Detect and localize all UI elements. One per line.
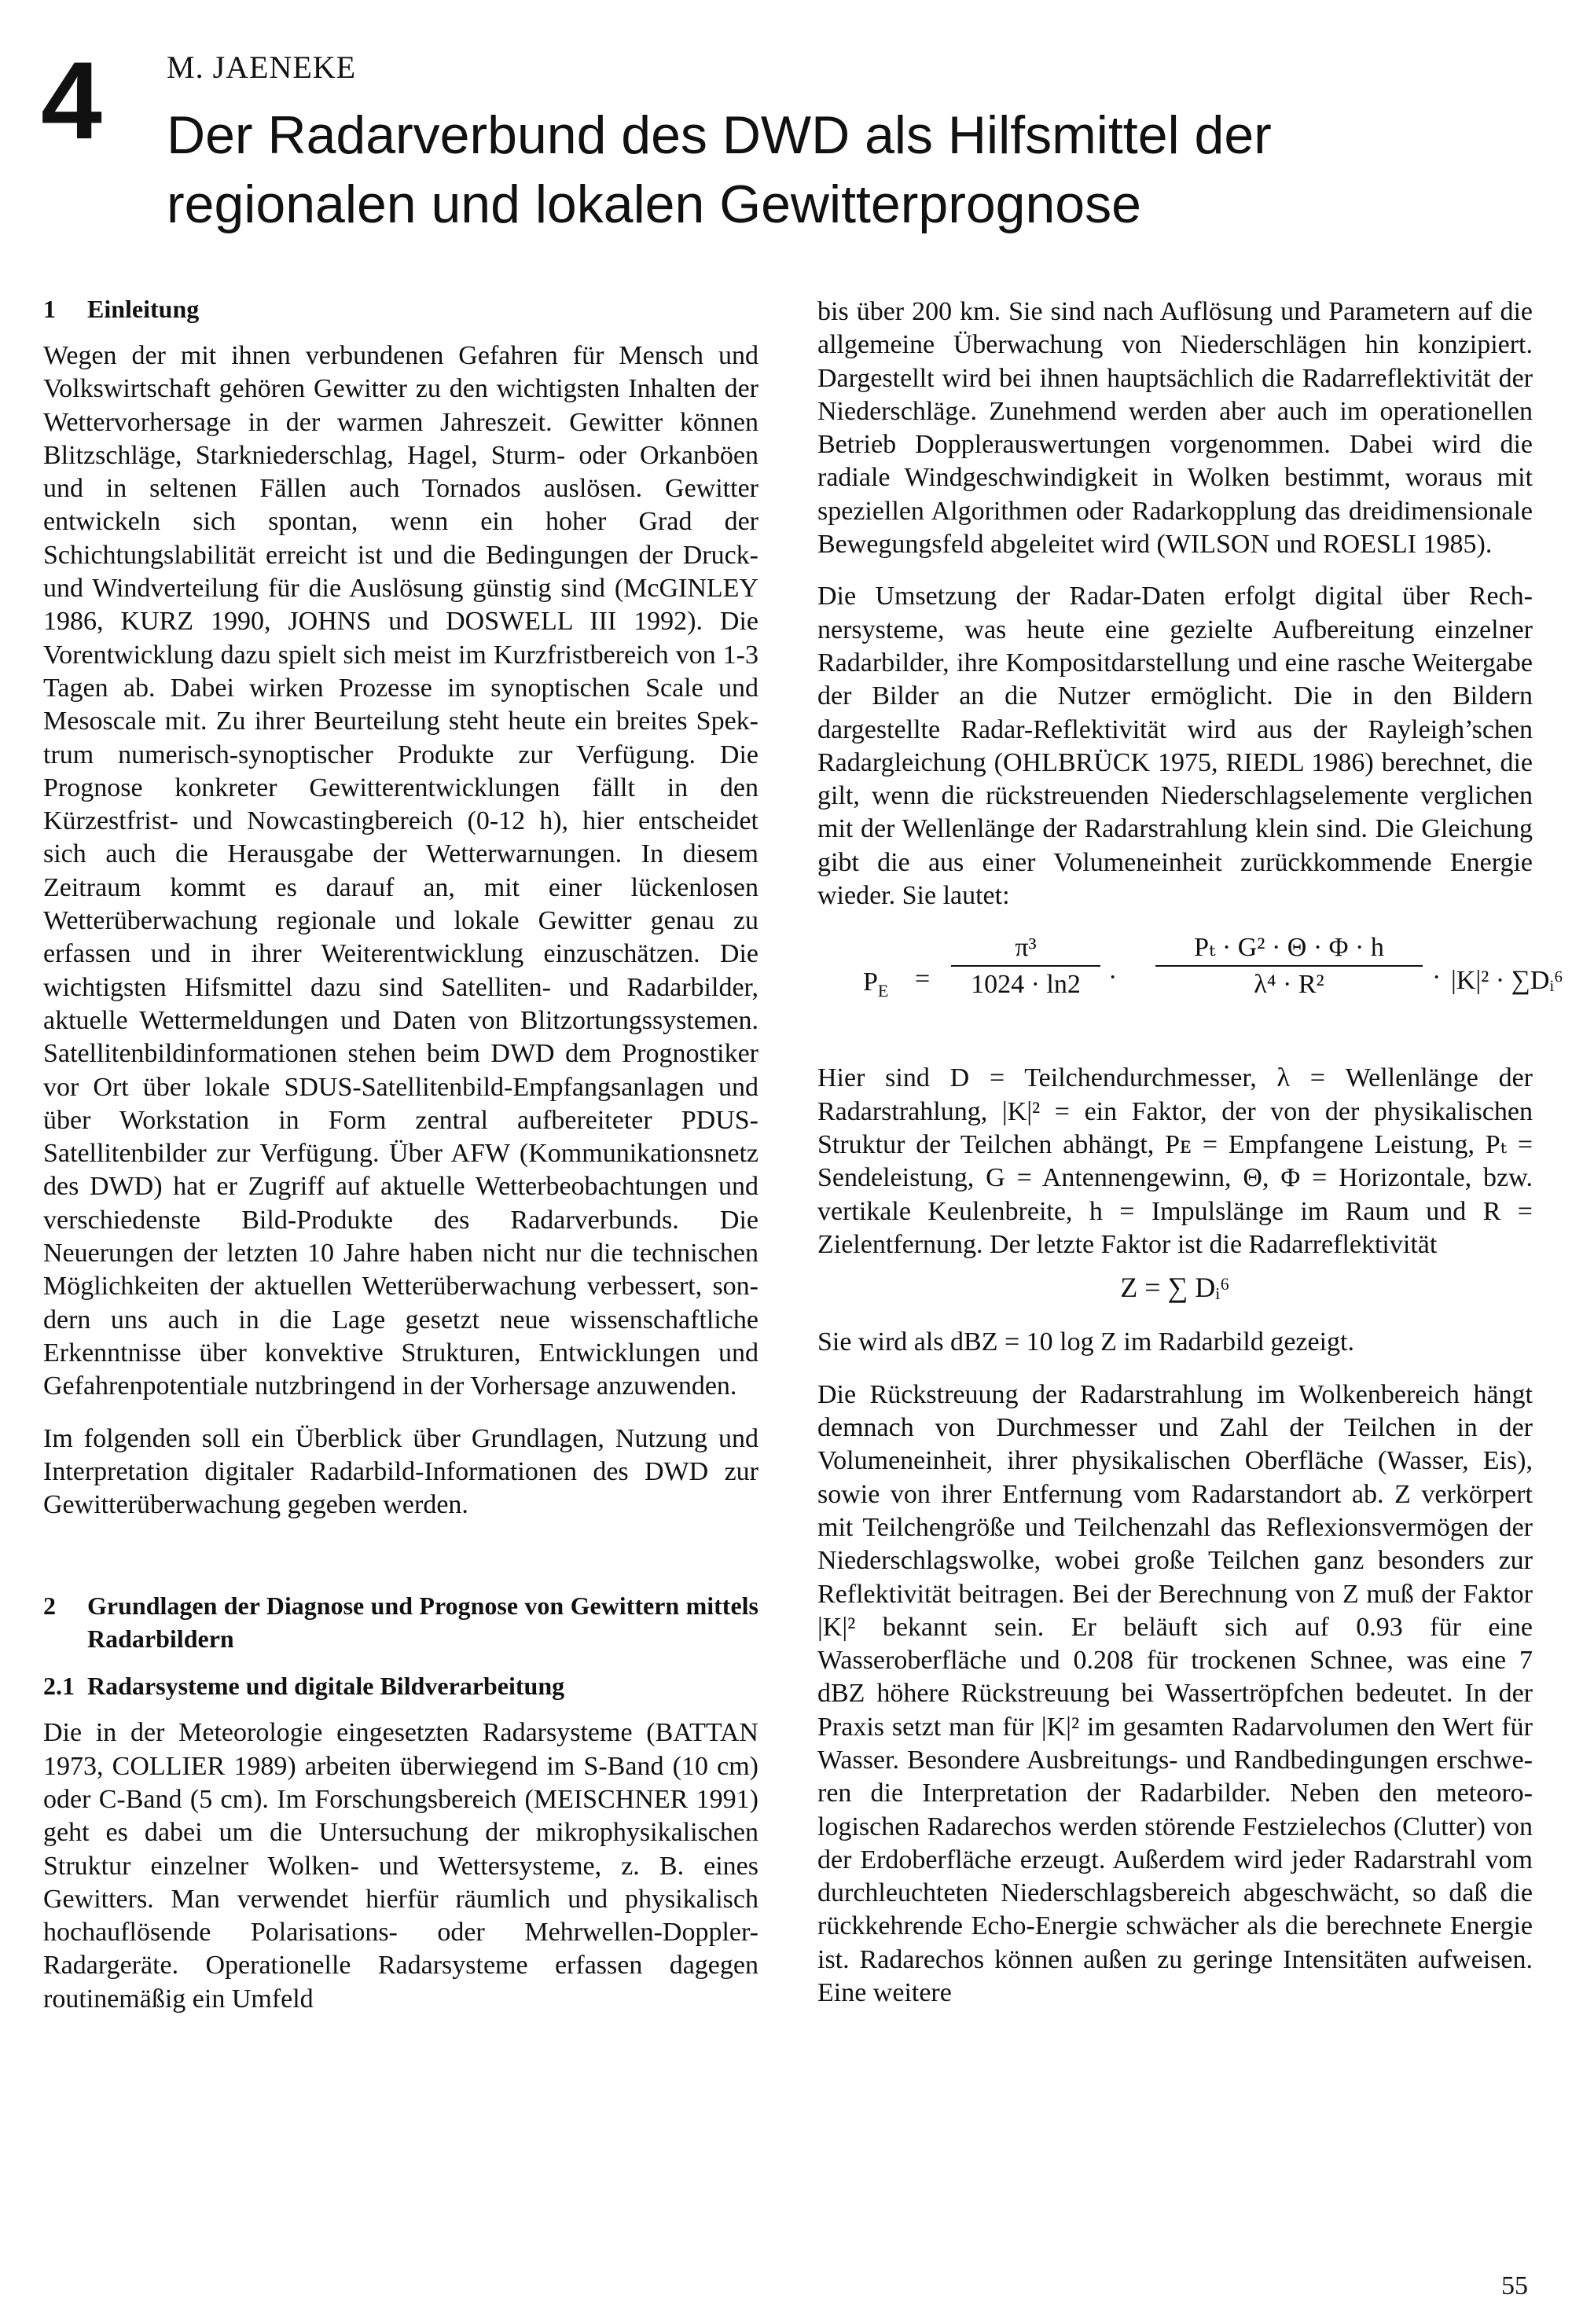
paragraph-range: bis über 200 km. Sie sind nach Auflösung und Parametern auf die allgemeine Überwachung von Niederschlägen hin konzipiert. Dargestellt wird bei ihnen hauptsächlich die Radarreflektivität der Niederschläge. Zunehmend werden aber auch im operationellen Betrieb Dopplerauswertungen vorgenommen. Dabei wird die radiale Windgeschwindigkeit in Wolken bestimmt, woraus mit speziellen Algorithmen oder Radarkopplung das dreidimensionale Bewegungsfeld abgeleitet wird (WILSON und ROESLI 1985). bbox=[817, 297, 1533, 560]
fraction-2-numerator: Pₜ · G² · Θ · Φ · h bbox=[1194, 933, 1384, 963]
page-number: 55 bbox=[1501, 2271, 1528, 2300]
section-2-1-title: Radarsysteme und digitale Bildverarbeitung bbox=[87, 1672, 565, 1701]
formula-lhs: $P_E$ bbox=[863, 967, 889, 1001]
formula-dot-2: · bbox=[1432, 963, 1442, 993]
author-name: M. JAENEKE bbox=[167, 50, 357, 85]
section-1-number: 1 bbox=[43, 295, 56, 323]
paragraph-backscatter: Die Rückstreuung der Radarstrahlung im Wolkenbereich hängt demnach von Durchmesser und Zahl der Teilchen in der Volumeneinheit, ihrer physikalischen Oberfläche (Wasser, Eis), sowie von ihrer Entfernung vom Radarstandort ab. Z verkörpert mit Teilchengröße und Teilchenzahl das Reflexionsvermögen der Niederschlagswolke, wobei große Teilchen ganz besonders zur Reflektivität beitragen. Bei der Berechnung von Z muß der Faktor |K|² bekannt sein. Er beläuft sich auf 0.93 für eine Wasseroberfläche und 0.208 für trockenen Schnee, was eine 7 dBZ höhere Rückstreuung bei Wassertröpfchen bedeutet. In der Praxis setzt man für |K|² im gesamten Radarvolumen den Wert für Wasser. Besondere Ausbreitungs- und Randbedingungen erschweren die Interpretation der Radarbilder. Neben den meteorologischen Radarechos werden störende Festzielechos (Clutter) von der Erdoberfläche erzeugt. Außerdem wird jeder Radarstrahl vom durchleuchteten Niederschlagsbereich abgeschwächt, so daß die rückkehrende Echo-Energie schwächer als die berechnete Energie ist. Radarechos können außen zu geringe Intensitäten aufweisen. Eine weitere bbox=[817, 1379, 1533, 2008]
section-1-heading bbox=[43, 292, 758, 325]
section-2-title: Grundlagen der Diagnose und Prognose von Gewittern mittels Radarbildern bbox=[87, 1592, 758, 1654]
paragraph-dbz: Sie wird als dBZ = 10 log Z im Radarbild gezeigt. bbox=[817, 1327, 1355, 1357]
paragraph-variable-definitions: Hier sind D = Teilchendurchmesser, λ = Wellenlänge der Radarstrahlung, |K|² = ein Faktor, der von der physikalischen Struktur der Teilchen abhängt, Pᴇ = Empfangene Leistung, Pₜ = Sendeleistung, G = Antennengewinn, Θ, Φ = Horizontale, bzw. vertikale Keulenbreite, h = Impulslänge im Raum und R = Zielentfernung. Der letzte Faktor ist die Radarreflektivität bbox=[817, 1063, 1533, 1259]
reflectivity-formula: Z = ∑ Dᵢ⁶ bbox=[1120, 1272, 1230, 1304]
radar-equation bbox=[817, 931, 1563, 1041]
section-2-1-number: 2.1 bbox=[43, 1672, 75, 1701]
fraction-1-denominator: 1024 · ln2 bbox=[951, 965, 1100, 1001]
title-line-1: Der Radarverbund des DWD als Hilfsmittel der bbox=[167, 105, 1272, 165]
formula-dot-1: · bbox=[1108, 963, 1118, 993]
section-1-title: Einleitung bbox=[87, 295, 200, 323]
paragraph-introduction: Wegen der mit ihnen verbundenen Gefahren für Mensch und Volkswirtschaft gehören Gewitter zu den wichtigsten Inhalten der Wettervorhersage in der warmen Jahreszeit. Gewitter können Blitzschläge, Starkniederschlag, Hagel, Sturm- oder Orkanböen und in seltenen Fällen auch Tornados auslösen. Gewitter entwickeln sich spontan, wenn ein hoher Grad der Schichtungslabilität erreicht ist und die Bedingungen der Druck- und Windverteilung für die Auslösung günstig sind (McGINLEY 1986, KURZ 1990, JOHNS und DOSWELL III 1992). Die Vorentwicklung dazu spielt sich meist im Kurzfristbereich von 1-3 Tagen ab. Dabei wirken Prozesse im synoptischen Scale und Mesoscale mit. Zu ihrer Beurteilung steht heute ein breites Spektrum numerisch-synoptischer Produkte zur Verfügung. Die Prognose konkreter Gewitterentwicklungen fällt in den Kürzestfrist- und Nowcastingbereich (0-12 h), hier entscheidet sich auch die Herausgabe der Wetterwarnungen. In diesem Zeitraum kommt es darauf an, mit einer lückenlosen Wetterüberwachung regionale und lokale Gewitter genau zu erfassen und in ihrer Weiterentwicklung einzuschätzen. Die wichtigsten Hifsmittel dazu sind Satelliten- und Radarbilder, aktuelle Wettermeldungen und Daten von Blitzortungssystemen. Satellitenbildinformationen stehen beim DWD dem Prognostiker vor Ort über lokale SDUS-Satellitenbild-Empfangsanlagen und über Workstation in Form zentral aufbereiteter PDUS-Satellitenbilder zur Verfügung. Über AFW (Kommunikationsnetz des DWD) hat er Zugriff auf aktuelle Wetterbeobachtungen und verschiedenste Bild-Produkte des Radarverbunds. Die Neuerungen der letzten 10 Jahre haben nicht nur die technischen Möglichkeiten der aktuellen Wetterüberwachung verbessert, sondern uns auch in die Lage gesetzt neue wissenschaftliche Erkenntnisse über konvektive Strukturen, Entwicklungen und Gefahrenpotentiale nutzbringend in der Vorhersage anzuwenden. bbox=[43, 341, 758, 1401]
paragraph-overview: Im folgenden soll ein Überblick über Grundlagen, Nutzung und Interpretation digitaler Radarbild-Informationen des DWD zur Gewitterüberwachung gegeben werden. bbox=[43, 1423, 758, 1520]
article-title bbox=[167, 101, 1503, 239]
section-2-1-heading bbox=[43, 1669, 758, 1702]
title-line-2: regionalen und lokalen Gewitterprognose bbox=[167, 174, 1141, 234]
formula-fraction-1 bbox=[951, 931, 1100, 1001]
formula-reflectivity-term: |K|² · ∑Dᵢ⁶ bbox=[1451, 966, 1563, 996]
fraction-1-numerator: π³ bbox=[1015, 933, 1037, 963]
chapter-number: 4 bbox=[41, 39, 102, 162]
right-column bbox=[817, 296, 1563, 2010]
left-column bbox=[43, 292, 758, 2016]
fraction-2-denominator: λ⁴ · R² bbox=[1155, 965, 1423, 1001]
formula-equals: = bbox=[915, 964, 931, 994]
paragraph-data-processing: Die Umsetzung der Radar-Daten erfolgt digital über Rechnersysteme, was heute eine gezielte Aufbereitung einzelner Radarbilder, ihre Kompositdarstellung und eine rasche Weitergabe der Bilder an die Nutzer ermöglicht. Die in den Bildern dargestellte Radar-Reflektivität wird aus der Rayleigh’schen Radargleichung (OHLBRÜCK 1975, RIEDL 1986) berechnet, die gilt, wenn die rückstreuenden Niederschlagselemente verglichen mit der Wellenlänge der Radarstrahlung klein sind. Die Gleichung gibt die aus einer Volumeneinheit zurückkommende Energie wieder. Sie lautet: bbox=[817, 582, 1533, 911]
section-2-heading bbox=[43, 1589, 758, 1655]
paragraph-radar-systems: Die in der Meteorologie eingesetzten Radarsysteme (BATTAN 1973, COLLIER 1989) arbeiten überwiegend im S-Band (10 cm) oder C-Band (5 cm). Im Forschungsbereich (MEISCHNER 1991) geht es dabei um die Untersuchung der mikrophysikalischen Struktur einzelner Wolken- und Wettersysteme, z. B. eines Gewitters. Man verwendet hierfür räumlich und physikalisch hochauflösende Polarisations- oder Mehrwellen-Doppler-Radargeräte. Operationelle Radarsysteme erfassen dagegen routinemäßig ein Umfeld bbox=[43, 1718, 758, 2014]
formula-fraction-2 bbox=[1155, 931, 1423, 1001]
section-2-number: 2 bbox=[43, 1592, 56, 1621]
